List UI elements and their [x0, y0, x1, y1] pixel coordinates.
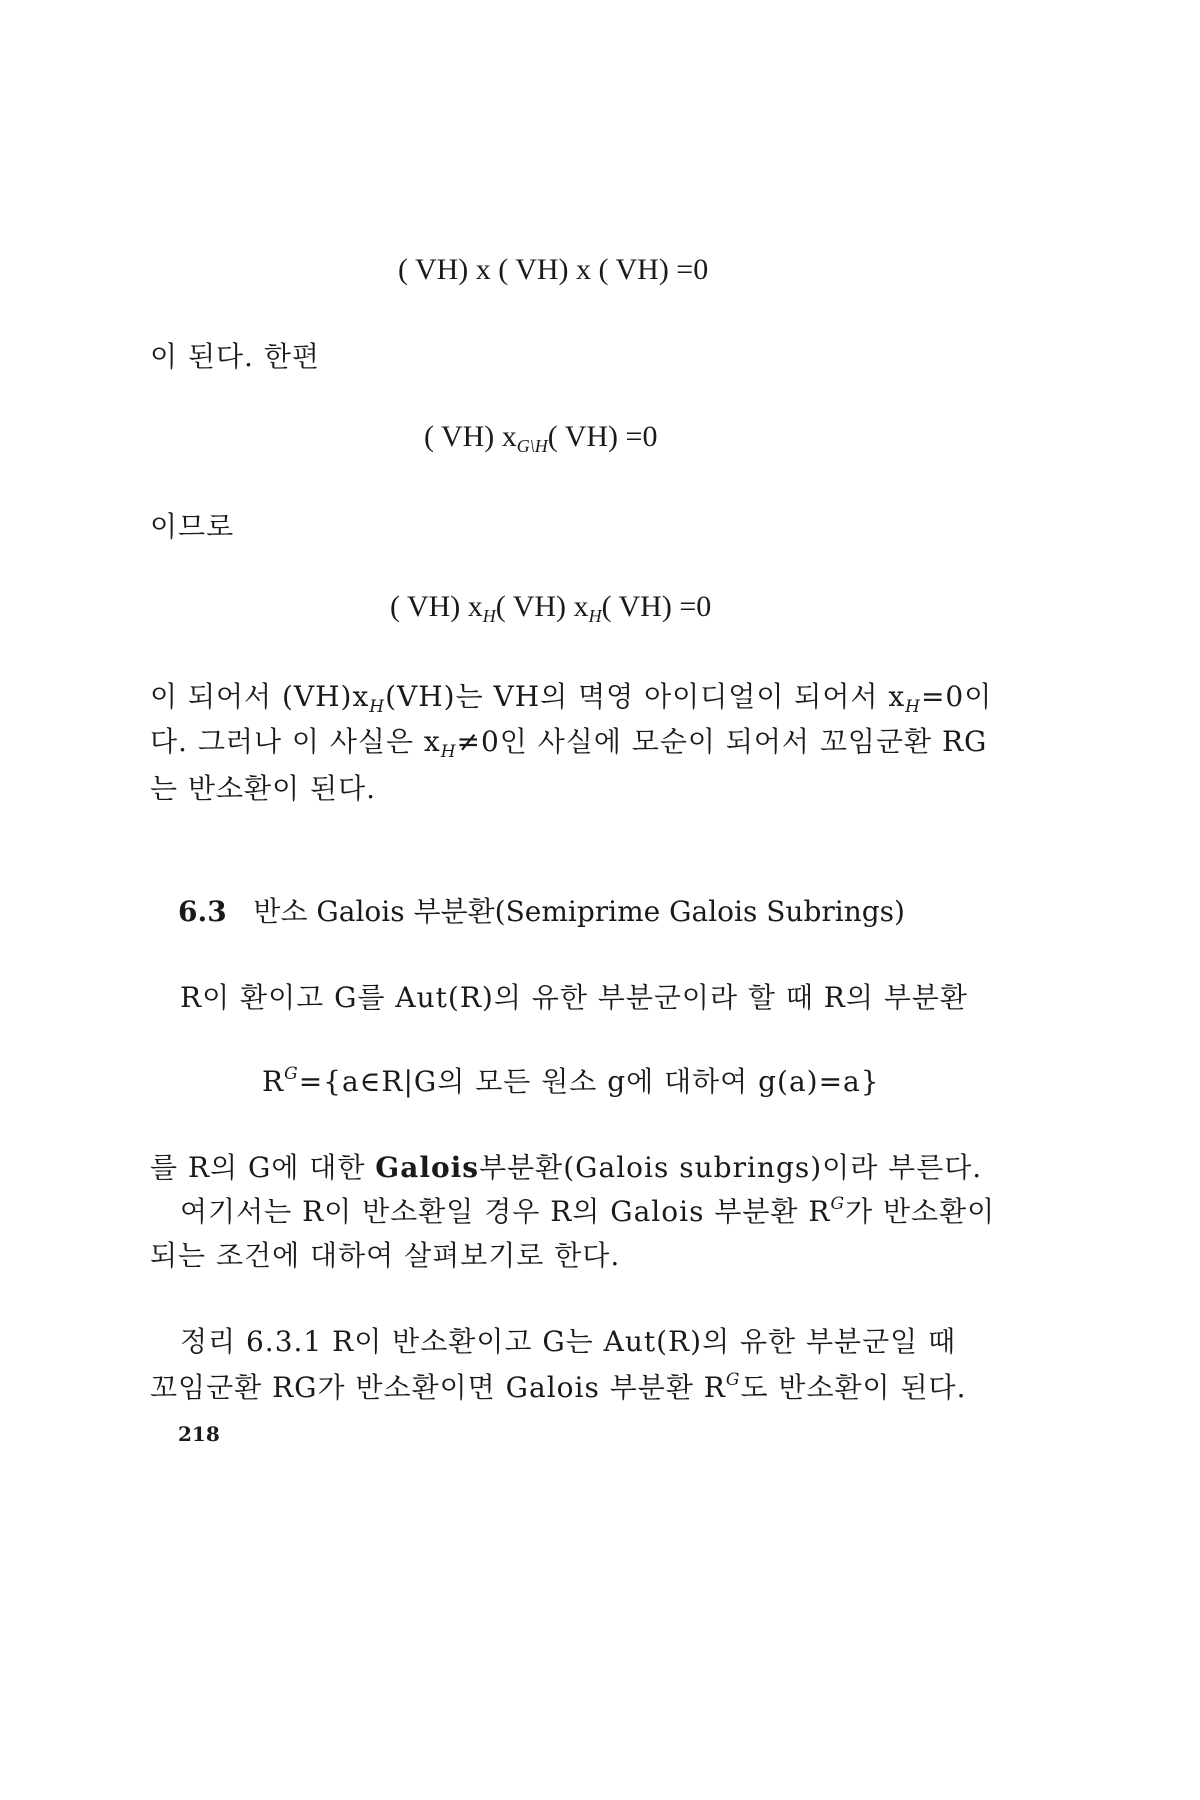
- equation-2: ( VH) $x_{G\backslash H}$( VH) =0: [424, 420, 658, 456]
- paragraph-1-line-2: 다. 그러나 이 사실은 $x_H\ne 0$인 사실에 모순이 되어서 꼬임군환 RG: [150, 725, 988, 762]
- equation-1: ( VH) x ( VH) x ( VH) =0: [398, 253, 709, 286]
- section-title: 반소 Galois 부분환(Semiprime Galois Subrings): [253, 895, 905, 928]
- paragraph-1-line-3: 는 반소환이 된다.: [150, 772, 377, 805]
- equation-4: $R^G=\{a\in R|G$의 모든 원소 g에 대하여 g(a)=a}: [262, 1064, 880, 1098]
- text-line-2: 이므로: [150, 510, 235, 543]
- paragraph-2-line-2: 되는 조건에 대하여 살펴보기로 한다.: [150, 1239, 621, 1272]
- section-intro: R이 환이고 G를 Aut(R)의 유한 부분군이라 할 때 R의 부분환: [180, 981, 968, 1014]
- theorem-line-2: 꼬임군환 RG가 반소환이면 Galois 부분환 $R^G$도 반소환이 된다.: [150, 1370, 967, 1404]
- page-number: 218: [178, 1422, 220, 1446]
- section-heading: [178, 890, 905, 930]
- paragraph-2-line-1: 여기서는 R이 반소환일 경우 R의 Galois 부분환 $R^G$가 반소환이: [180, 1194, 996, 1228]
- text-line-1: 이 된다. 한편: [150, 340, 320, 373]
- equation-3: ( VH) $x_H$( VH) $x_H$( VH) =0: [390, 590, 712, 626]
- theorem-line-1: 정리 6.3.1 R이 반소환이고 G는 Aut(R)의 유한 부분군일 때: [180, 1325, 957, 1358]
- paragraph-1-line-1: 이 되어서 $(VH)x_H(VH)$는 VH의 멱영 아이디얼이 되어서 $x_H=0$이: [150, 680, 993, 717]
- definition-line: 를 R의 G에 대한 Galois부분환(Galois subrings)이라 부른다.: [150, 1151, 983, 1184]
- section-number: 6.3: [178, 895, 227, 928]
